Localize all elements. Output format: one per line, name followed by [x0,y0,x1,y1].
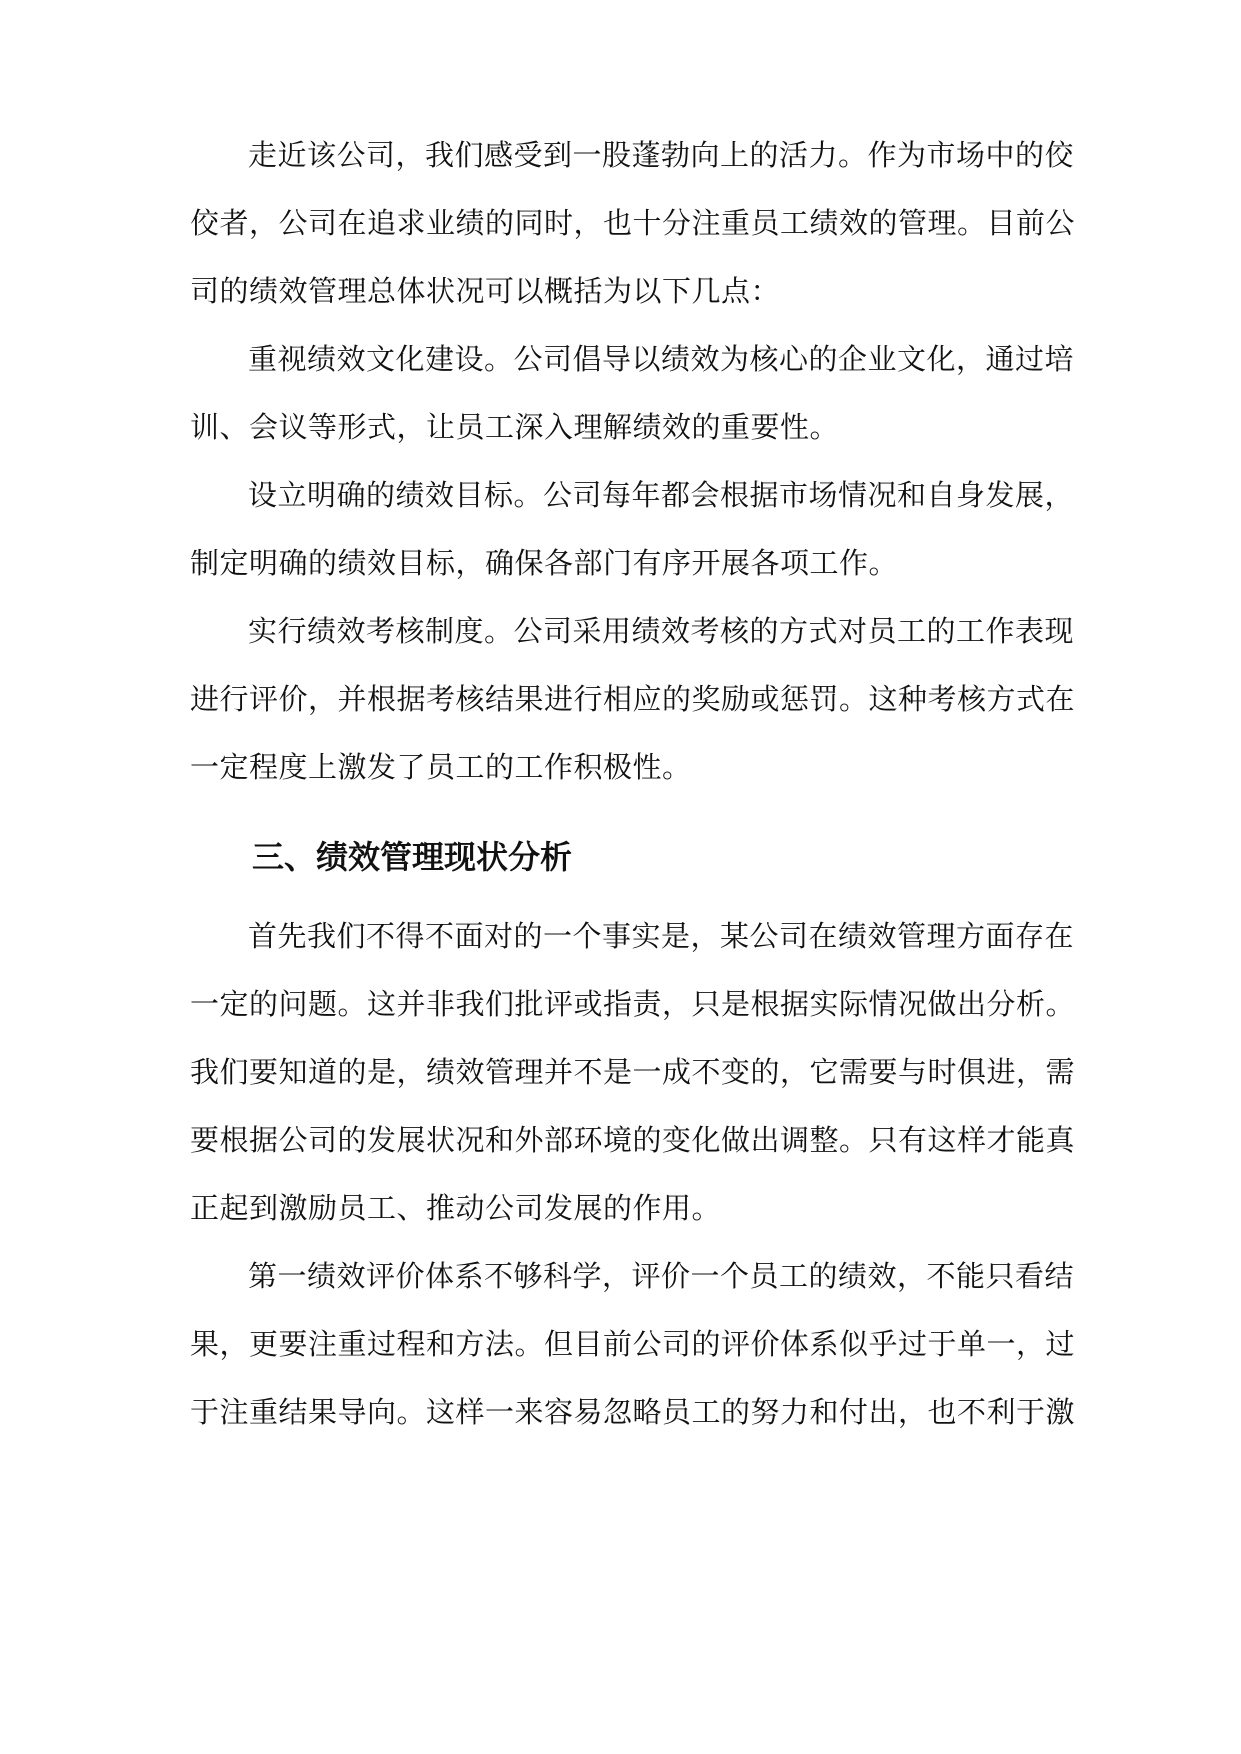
paragraph-line: 训、会议等形式，让员工深入理解绩效的重要性。 [190,410,840,444]
paragraph-line: 我们要知道的是，绩效管理并不是一成不变的，它需要与时俱进，需 [190,1055,1076,1089]
paragraph-line: 设立明确的绩效目标。公司每年都会根据市场情况和自身发展， [248,478,1075,512]
paragraph-line: 进行评价，并根据考核结果进行相应的奖励或惩罚。这种考核方式在 [190,682,1076,716]
paragraph-line: 第一绩效评价体系不够科学，评价一个员工的绩效，不能只看结 [248,1259,1075,1293]
paragraph-line: 走近该公司，我们感受到一股蓬勃向上的活力。作为市场中的佼 [248,138,1075,172]
section-heading: 三、绩效管理现状分析 [252,838,573,876]
paragraph-line: 正起到激励员工、推动公司发展的作用。 [190,1191,722,1225]
paragraph-line: 司的绩效管理总体状况可以概括为以下几点： [190,274,781,308]
paragraph-line: 于注重结果导向。这样一来容易忽略员工的努力和付出，也不利于激 [190,1395,1076,1429]
paragraph-line: 重视绩效文化建设。公司倡导以绩效为核心的企业文化，通过培 [248,342,1075,376]
paragraph-line: 果，更要注重过程和方法。但目前公司的评价体系似乎过于单一，过 [190,1327,1076,1361]
paragraph-line: 首先我们不得不面对的一个事实是，某公司在绩效管理方面存在 [248,919,1075,953]
paragraph-line: 佼者，公司在追求业绩的同时，也十分注重员工绩效的管理。目前公 [190,206,1076,240]
paragraph-line: 要根据公司的发展状况和外部环境的变化做出调整。只有这样才能真 [190,1123,1076,1157]
paragraph-line: 实行绩效考核制度。公司采用绩效考核的方式对员工的工作表现 [248,614,1075,648]
paragraph-line: 一定的问题。这并非我们批评或指责，只是根据实际情况做出分析。 [190,987,1076,1021]
paragraph-line: 一定程度上激发了员工的工作积极性。 [190,750,692,784]
paragraph-line: 制定明确的绩效目标，确保各部门有序开展各项工作。 [190,546,899,580]
